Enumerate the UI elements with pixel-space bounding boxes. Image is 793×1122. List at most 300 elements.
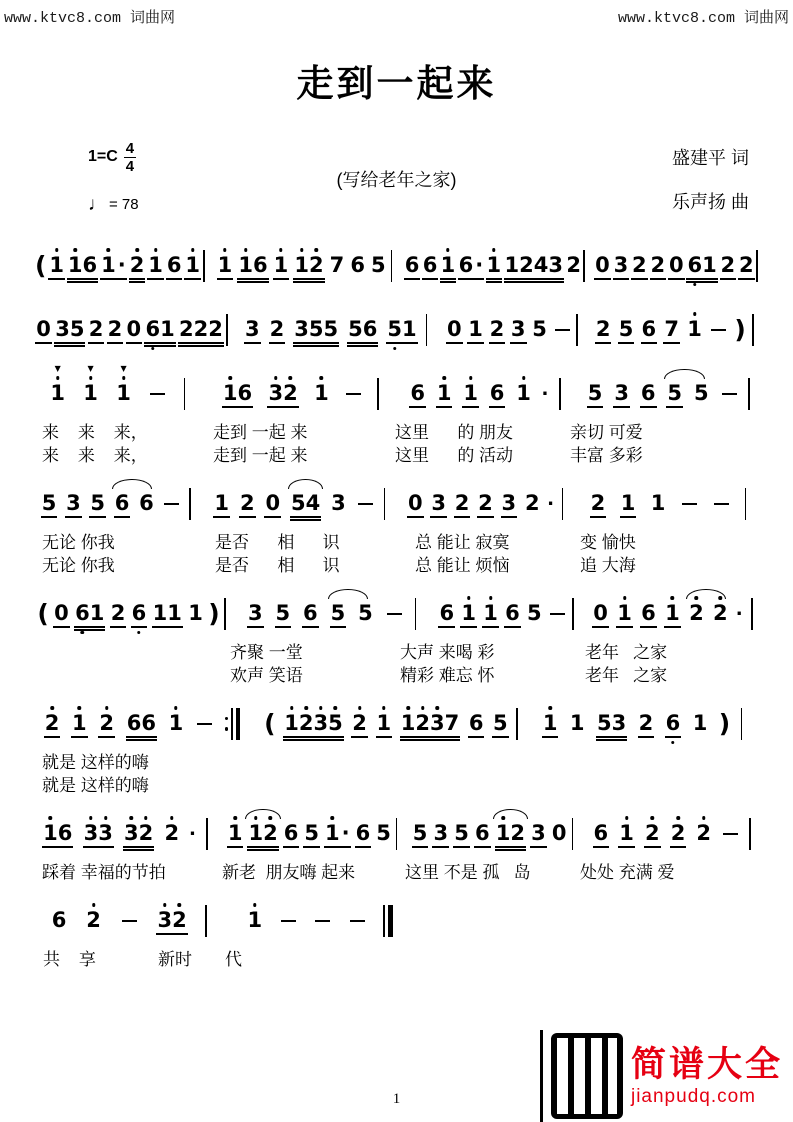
note-digit: 6 xyxy=(439,601,455,626)
duration-dash xyxy=(350,920,365,922)
measure xyxy=(396,374,573,414)
note-digit: 3 xyxy=(431,491,446,516)
note xyxy=(357,603,374,624)
repeat-bar-thick xyxy=(236,708,240,740)
note xyxy=(650,255,667,276)
notation-line xyxy=(30,584,763,638)
note xyxy=(592,603,609,624)
note-digit: 6 xyxy=(640,381,656,406)
note xyxy=(438,603,455,624)
note-digit: 2 xyxy=(107,317,123,342)
lyric-row xyxy=(30,528,763,551)
duration-dash xyxy=(714,503,729,505)
note-digit: 6 xyxy=(474,821,490,846)
lyric-segment: 变 愉快 xyxy=(580,532,636,552)
lyric-segment: 处处 充满 爱 xyxy=(580,862,675,882)
note-digit: 1 xyxy=(436,381,452,406)
note xyxy=(355,823,372,844)
note xyxy=(663,319,680,340)
song-subtitle: (写给老年之家) xyxy=(336,169,457,190)
lyric-row xyxy=(30,661,763,684)
note-digit: 3 xyxy=(245,317,260,342)
note xyxy=(569,713,586,734)
note xyxy=(51,910,68,931)
note xyxy=(412,823,429,844)
note-digit: 2 xyxy=(670,821,686,846)
note-digit: 1 xyxy=(89,601,105,626)
note xyxy=(375,823,392,844)
note-digit: 5 xyxy=(376,821,391,846)
piano-keys-icon xyxy=(551,1033,623,1119)
note xyxy=(551,823,568,844)
parenthesis: ( xyxy=(37,599,49,629)
note-digit: 2 xyxy=(269,317,285,342)
note xyxy=(638,713,655,734)
note xyxy=(275,603,292,624)
note-digit: 2 xyxy=(689,601,704,626)
lyric-segment: 共 享 xyxy=(43,949,96,969)
note-digit: 2 xyxy=(696,821,712,846)
note xyxy=(492,713,509,734)
note xyxy=(267,383,298,404)
barline xyxy=(426,314,428,346)
page-number: 1 xyxy=(392,1091,401,1107)
lyricist-credit: 盛建平 词 xyxy=(671,147,749,168)
note-digit: 5 xyxy=(275,601,291,626)
note-digit: 4 xyxy=(305,491,321,516)
note-digit: 3 xyxy=(247,601,263,626)
lyric-segment: 这里 不是 孤 岛 xyxy=(405,862,531,882)
note-digit: 1 xyxy=(160,317,175,342)
note xyxy=(264,493,281,514)
note-digit: 3 xyxy=(83,821,99,846)
note-digit: 3 xyxy=(331,491,346,516)
note xyxy=(695,823,712,844)
note xyxy=(631,255,648,276)
note xyxy=(668,255,685,276)
note xyxy=(98,713,115,734)
lyric-segment: 走到 一起 来 xyxy=(213,422,308,442)
note-digit: 2 xyxy=(566,253,581,278)
note xyxy=(138,493,155,514)
note xyxy=(131,603,148,624)
note xyxy=(446,319,463,340)
barline xyxy=(396,818,398,850)
note xyxy=(48,255,65,276)
barline xyxy=(516,708,518,740)
lyric-segment: 无论 你我 xyxy=(42,555,115,575)
note-digit: 3 xyxy=(614,381,629,406)
note xyxy=(460,603,477,624)
duration-dash xyxy=(682,503,697,505)
augmentation-dot: · xyxy=(117,253,126,278)
note xyxy=(123,823,154,844)
note-digit: 2 xyxy=(454,491,470,516)
note-digit: 5 xyxy=(526,601,542,626)
note-digit: 5 xyxy=(328,711,343,736)
note-digit: 1 xyxy=(294,253,309,278)
measure xyxy=(228,901,411,941)
note xyxy=(482,603,499,624)
note-digit: 1 xyxy=(620,491,636,516)
note-digit: 5 xyxy=(348,317,363,342)
watermark-right: www.ktvc8.com 词曲网 xyxy=(617,10,789,27)
note xyxy=(407,493,424,514)
lyric-segment: 追 大海 xyxy=(580,555,636,575)
note-digit: 5 xyxy=(304,821,319,846)
note-digit: 1 xyxy=(619,821,634,846)
note-digit: 1 xyxy=(463,381,478,406)
note-digit: 5 xyxy=(532,317,547,342)
logo-brand: 简谱大全 xyxy=(630,1045,783,1084)
note xyxy=(474,823,491,844)
note xyxy=(618,319,635,340)
augmentation-dot: · xyxy=(547,490,555,517)
duration-dash xyxy=(723,833,738,835)
note-digit: 7 xyxy=(664,317,680,342)
note xyxy=(670,823,687,844)
barline xyxy=(745,488,747,520)
note-digit: 3 xyxy=(531,821,546,846)
measure xyxy=(233,310,438,350)
measure xyxy=(30,484,202,524)
measure xyxy=(528,704,755,744)
note-digit: 6 xyxy=(362,317,378,342)
note-digit: 1 xyxy=(214,491,230,516)
note-digit: 6 xyxy=(355,821,371,846)
note-digit: 2 xyxy=(739,253,754,278)
note-digit: 3 xyxy=(510,317,526,342)
lyric-segment: 大声 来喝 彩 xyxy=(400,642,495,662)
lyric-segment: 来 来 来， xyxy=(42,422,148,442)
note-digit: ▼ 1 xyxy=(50,381,65,406)
note xyxy=(720,255,737,276)
note-digit: 1 xyxy=(148,253,163,278)
note-digit: 3 xyxy=(548,253,563,278)
note-digit: 2 xyxy=(172,908,187,933)
note xyxy=(283,823,300,844)
note-digit: 2 xyxy=(263,821,278,846)
final-barline xyxy=(383,905,393,937)
note-digit: 2 xyxy=(88,317,104,342)
measure xyxy=(405,814,581,854)
notation-line xyxy=(30,236,763,290)
note-digit: 1 xyxy=(617,601,632,626)
note xyxy=(436,383,453,404)
note-digit: 1 xyxy=(516,381,531,406)
note xyxy=(644,823,661,844)
note xyxy=(688,603,705,624)
note-digit: 1 xyxy=(217,253,233,278)
system xyxy=(30,584,763,684)
system xyxy=(30,236,763,290)
note xyxy=(83,823,114,844)
note xyxy=(618,823,635,844)
note-digit: 0 xyxy=(126,317,142,342)
note xyxy=(330,493,347,514)
notation-line xyxy=(30,804,763,858)
lyric-row xyxy=(30,858,763,881)
note-digit: 5 xyxy=(69,317,85,342)
note xyxy=(44,713,61,734)
barline xyxy=(415,598,417,630)
note xyxy=(453,823,470,844)
note xyxy=(376,713,393,734)
note xyxy=(587,383,604,404)
note-digit: 6 xyxy=(468,711,484,736)
lyric-row xyxy=(30,418,763,441)
lyric-segment: 是否 相 识 xyxy=(215,532,340,552)
measure xyxy=(580,814,763,854)
lyric-segment: 就是 这样的嗨 xyxy=(42,775,149,795)
measure xyxy=(202,484,398,524)
repeat-dots xyxy=(225,717,229,731)
lyric-segment: 总 能让 烦恼 xyxy=(415,555,510,575)
note-digit: 6 xyxy=(75,601,90,626)
note xyxy=(347,319,378,340)
duration-dash xyxy=(315,920,330,922)
note xyxy=(126,713,157,734)
system xyxy=(30,300,763,354)
note xyxy=(515,383,532,404)
note xyxy=(458,255,485,276)
note xyxy=(144,319,175,340)
note-digit: 2 xyxy=(415,711,430,736)
lyric-segment: 就是 这样的嗨 xyxy=(42,752,149,772)
note-digit: 5 xyxy=(308,317,324,342)
barline xyxy=(583,250,585,282)
watermark-left: www.ktvc8.com 词曲网 xyxy=(4,10,176,27)
note xyxy=(283,713,344,734)
duration-dash xyxy=(197,723,212,725)
note xyxy=(156,910,187,931)
notation-line xyxy=(30,891,763,945)
parenthesis: ( xyxy=(34,251,47,281)
note-digit: 5 xyxy=(323,317,339,342)
measure xyxy=(254,704,529,744)
note-digit: 2 xyxy=(352,711,367,736)
note-digit: 6 xyxy=(641,601,656,626)
barline xyxy=(203,250,205,282)
note xyxy=(430,493,447,514)
note xyxy=(88,319,105,340)
note xyxy=(432,823,449,844)
jianpudq-logo xyxy=(540,1030,793,1122)
barline xyxy=(572,818,574,850)
note-digit: 3 xyxy=(429,711,445,736)
measure xyxy=(210,246,400,286)
note-digit: 5 xyxy=(41,491,57,516)
note-digit: 2 xyxy=(590,491,606,516)
time-signature-bottom: 4 xyxy=(125,157,135,175)
note-digit: 5 xyxy=(596,711,612,736)
note xyxy=(650,493,667,514)
note-digit: 6 xyxy=(57,821,73,846)
note-digit: 0 xyxy=(593,601,608,626)
note xyxy=(504,603,521,624)
note xyxy=(524,493,541,514)
note xyxy=(147,255,164,276)
note-digit: 2 xyxy=(720,253,736,278)
lyric-row xyxy=(30,945,763,968)
note-digit: 0 xyxy=(446,317,462,342)
note xyxy=(100,255,127,276)
barline xyxy=(206,818,208,850)
lyric-segment: 齐聚 一堂 xyxy=(230,642,303,662)
note-digit: 3 xyxy=(98,821,113,846)
note-digit: 6 xyxy=(505,601,520,626)
barline xyxy=(748,378,750,410)
note-digit: 2 xyxy=(595,317,611,342)
note-digit: 5 xyxy=(291,491,306,516)
note-digit: 5 xyxy=(371,253,386,278)
note-digit: 3 xyxy=(613,253,629,278)
barline xyxy=(391,250,393,282)
note xyxy=(489,319,506,340)
note xyxy=(738,255,755,276)
note xyxy=(293,319,339,340)
note-digit: 6 xyxy=(489,381,505,406)
note xyxy=(303,823,320,844)
note xyxy=(467,319,484,340)
note-digit: 5 xyxy=(330,601,346,626)
note-digit: 1 xyxy=(461,601,476,626)
note-digit: 6 xyxy=(422,253,438,278)
lyric-segment: 是否 相 识 xyxy=(215,555,340,575)
note xyxy=(596,713,627,734)
notation-line xyxy=(30,694,763,748)
note-digit: 5 xyxy=(693,381,709,406)
note-digit: 6 xyxy=(237,381,253,406)
note-digit: 2 xyxy=(129,253,145,278)
lyric-segment: 欢声 笑语 xyxy=(230,665,303,685)
measure xyxy=(438,310,585,350)
note-digit: 0 xyxy=(54,601,69,626)
note xyxy=(168,713,185,734)
note xyxy=(641,319,658,340)
note-digit: 1 xyxy=(227,821,243,846)
note xyxy=(110,603,127,624)
lyric-row xyxy=(30,551,763,574)
system xyxy=(30,364,763,464)
note xyxy=(89,493,106,514)
note xyxy=(313,383,330,404)
note-digit: 2 xyxy=(138,821,154,846)
measure xyxy=(30,814,220,854)
lyric-row xyxy=(30,441,763,464)
note-digit: 1 xyxy=(692,711,708,736)
note xyxy=(686,255,717,276)
note-digit: 6 xyxy=(283,821,299,846)
measure xyxy=(30,901,228,941)
meta-block xyxy=(36,132,757,232)
parenthesis: ( xyxy=(264,709,276,739)
note-digit: 1 xyxy=(167,601,182,626)
duration-dash xyxy=(550,613,565,615)
note-digit: 6 xyxy=(114,491,130,516)
note xyxy=(404,255,421,276)
note xyxy=(227,823,244,844)
barline xyxy=(224,598,226,630)
note-digit: 3 xyxy=(611,711,627,736)
note-digit: 1 xyxy=(402,317,417,342)
note-digit: 2 xyxy=(178,317,194,342)
note xyxy=(247,603,264,624)
note-digit: 6 xyxy=(458,253,474,278)
note-digit: 2 xyxy=(650,253,666,278)
note xyxy=(620,493,637,514)
note-digit: 2 xyxy=(308,253,324,278)
note-digit: 0 xyxy=(265,491,281,516)
note-digit: 6 xyxy=(139,491,154,516)
note xyxy=(222,383,253,404)
note xyxy=(501,493,518,514)
note xyxy=(244,319,261,340)
song-title: 走到一起来 xyxy=(296,62,497,105)
note-digit: 2 xyxy=(298,711,314,736)
note xyxy=(666,383,683,404)
note xyxy=(237,255,268,276)
note-digit: 5 xyxy=(358,601,373,626)
measure xyxy=(30,704,254,744)
measure xyxy=(233,594,430,634)
note-digit: 2 xyxy=(86,908,101,933)
measure xyxy=(220,814,405,854)
note xyxy=(640,383,657,404)
note-digit: 1 xyxy=(495,821,511,846)
repeat-bar-thin xyxy=(231,708,233,740)
note xyxy=(114,493,131,514)
note-digit: 0 xyxy=(668,253,684,278)
note xyxy=(593,823,610,844)
augmentation-dot: · xyxy=(475,253,484,278)
duration-dash xyxy=(346,393,361,395)
measure xyxy=(573,484,763,524)
note-digit: 1 xyxy=(542,711,558,736)
measure xyxy=(589,246,763,286)
measure xyxy=(30,246,210,286)
note-digit: 2 xyxy=(164,821,180,846)
site-header xyxy=(0,0,793,27)
note-digit: ▼ 1 xyxy=(83,381,98,406)
note xyxy=(65,493,82,514)
note xyxy=(665,713,682,734)
note xyxy=(462,383,479,404)
lyric-segment: 亲切 可爱 xyxy=(570,422,643,442)
notation-line xyxy=(30,364,763,418)
measure xyxy=(586,310,763,350)
measure xyxy=(574,374,763,414)
note-digit: 1 xyxy=(376,711,392,736)
note-digit: 1 xyxy=(687,317,702,342)
note xyxy=(454,493,471,514)
note-digit: 6 xyxy=(131,601,147,626)
note xyxy=(686,319,703,340)
note-digit: 1 xyxy=(152,601,168,626)
augmentation-dot: · xyxy=(735,600,744,627)
tempo-marking xyxy=(88,194,139,216)
note-digit: 1 xyxy=(483,601,498,626)
barline xyxy=(741,708,743,740)
measure xyxy=(397,484,573,524)
note-digit: 2 xyxy=(713,601,728,626)
note-digit: 3 xyxy=(501,491,517,516)
note xyxy=(595,319,612,340)
parenthesis: ) xyxy=(208,599,220,629)
lyric-row xyxy=(30,748,763,771)
note-digit: 5 xyxy=(454,821,469,846)
note-digit: 6 xyxy=(641,317,657,342)
